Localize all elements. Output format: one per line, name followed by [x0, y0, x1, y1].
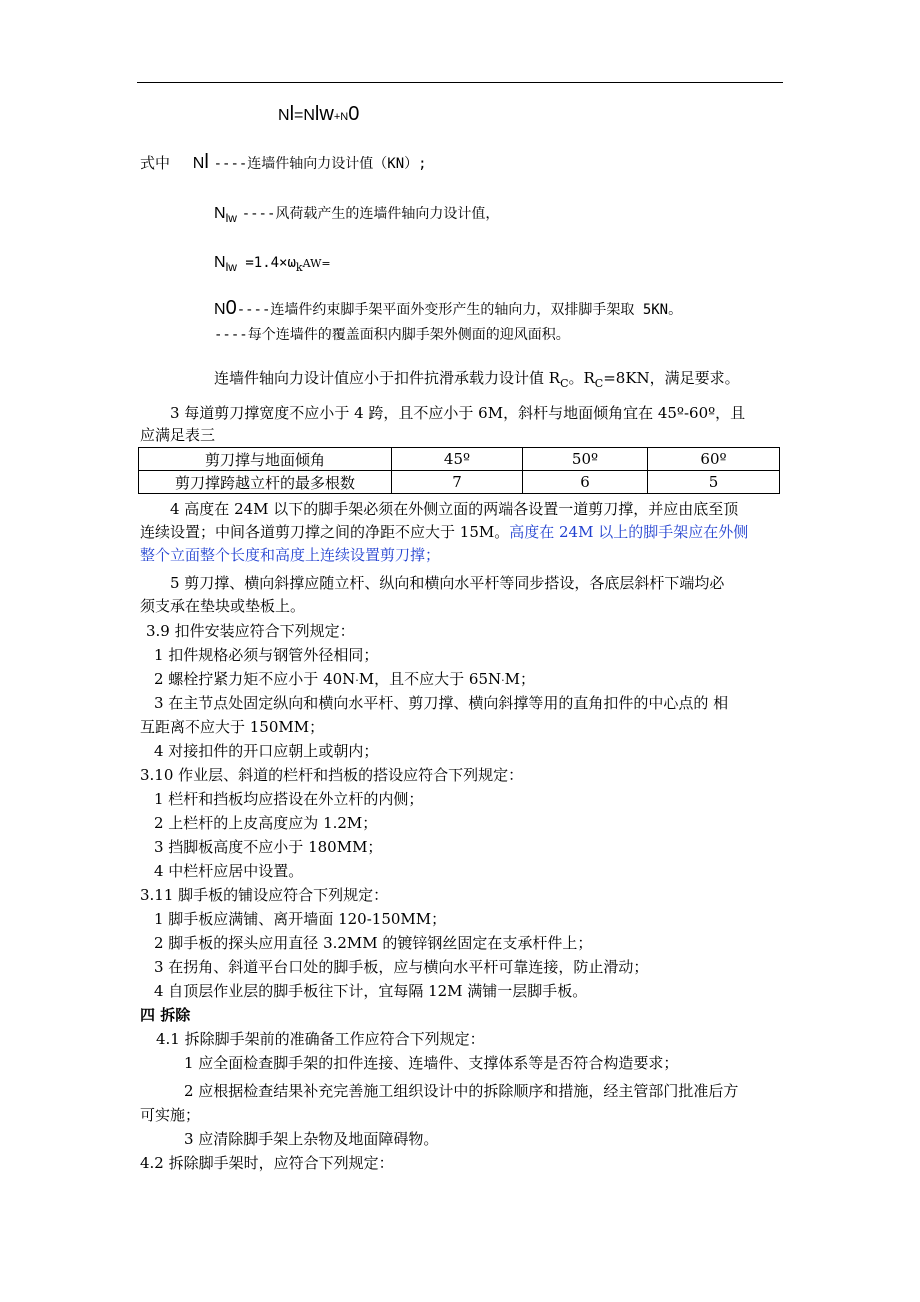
list-item: 1 扣件规格必须与钢管外径相同； — [154, 646, 379, 664]
section-3-10-heading: 3.10 作业层、斜道的栏杆和挡板的搭设应符合下列规定： — [140, 766, 524, 784]
section-4-1-heading: 4.1 拆除脚手架前的准确备工作应符合下列规定： — [156, 1030, 485, 1048]
list-item: 1 栏杆和挡板均应搭设在外立杆的内侧； — [154, 790, 424, 808]
table-cell: 5 — [648, 471, 780, 494]
section-3-9-heading: 3.9 扣件安装应符合下列规定： — [146, 622, 355, 640]
list-item-continued: 互距离不应大于 150MM； — [140, 718, 325, 736]
list-item: 3 在拐角、斜道平台口处的脚手板，应与横向水平杆可靠连接，防止滑动； — [154, 958, 649, 976]
section-4-heading: 四 拆除 — [140, 1006, 191, 1024]
list-item: 4 对接扣件的开口应朝上或朝内； — [154, 742, 379, 760]
section-4-2-heading: 4.2 拆除脚手架时，应符合下列规定： — [140, 1154, 394, 1172]
para-4-line1: 4 高度在 24M 以下的脚手架必须在外侧立面的两端各设置一道剪刀撑，并应由底至顶 — [170, 500, 739, 518]
table-cell: 剪刀撑跨越立杆的最多根数 — [139, 471, 392, 494]
para-5-line1: 5 剪刀撑、横向斜撑应随立杆、纵向和横向水平杆等同步搭设，各底层斜杆下端均必 — [170, 574, 725, 592]
rc-check-line: 连墙件轴向力设计值应小于扣件抗滑承载力设计值 $R_C$。$R_C=8KN$，满足要求。 — [214, 369, 740, 390]
table-3 — [138, 447, 780, 494]
formula-nl: Nl=Nlw+N0 — [278, 103, 360, 125]
para-4-line3: 整个立面整个长度和高度上连续设置剪刀撑； — [140, 546, 441, 564]
list-item: 3 在主节点处固定纵向和横向水平杆、剪刀撑、横向斜撑等用的直角扣件的中心点的 相 — [154, 694, 729, 712]
n0-definition: N0----连墙件约束脚手架平面外变形产生的轴向力，双排脚手架取 5KN。 — [214, 297, 683, 319]
nlw-definition: $N_{lw}$ ----风荷载产生的连墙件轴向力设计值， — [214, 205, 500, 225]
list-item: 1 应全面检查脚手架的扣件连接、连墙件、支撑体系等是否符合构造要求； — [184, 1054, 679, 1072]
nlw-formula: $N_{lw} =1.4\times\omega_kAW=$ — [214, 254, 331, 274]
table-cell: 50º — [523, 448, 648, 471]
table-cell: 60º — [648, 448, 780, 471]
list-item: 1 脚手板应满铺、离开墙面 120-150MM； — [154, 910, 447, 928]
para-5-line2: 须支承在垫块或垫板上。 — [140, 597, 306, 615]
aw-definition: ----每个连墙件的覆盖面积内脚手架外侧面的迎风面积。 — [214, 327, 570, 343]
list-item: 2 脚手板的探头应用直径 3.2MM 的镀锌钢丝固定在支承杆件上； — [154, 934, 593, 952]
list-item-continued: 可实施； — [140, 1106, 201, 1124]
list-item: 2 上栏杆的上皮高度应为 1.2M； — [154, 814, 378, 832]
table-cell: 7 — [392, 471, 523, 494]
section-3-11-heading: 3.11 脚手板的铺设应符合下列规定： — [140, 886, 389, 904]
where-line: 式中 Nl ----连墙件轴向力设计值（KN）; — [140, 151, 427, 173]
list-item: 3 挡脚板高度不应小于 180MM； — [154, 838, 383, 856]
list-item: 3 应清除脚手架上杂物及地面障碍物。 — [184, 1130, 439, 1148]
table-cell: 45º — [392, 448, 523, 471]
list-item: 4 自顶层作业层的脚手板往下计，宜每隔 12M 满铺一层脚手板。 — [154, 982, 588, 1000]
header-rule — [137, 82, 783, 83]
table-row — [139, 448, 780, 471]
list-item: 2 螺栓拧紧力矩不应小于 40N·M，且不应大于 65N·M； — [154, 670, 535, 688]
list-item: 4 中栏杆应居中设置。 — [154, 862, 304, 880]
table-cell: 剪刀撑与地面倾角 — [139, 448, 392, 471]
para-3-line2: 应满足表三 — [140, 426, 216, 444]
para-4-line2: 连续设置；中间各道剪刀撑之间的净距不应大于 15M。高度在 24M 以上的脚手架应在外侧 — [140, 523, 749, 541]
list-item: 2 应根据检查结果补充完善施工组织设计中的拆除顺序和措施，经主管部门批准后方 — [184, 1082, 739, 1100]
table-row — [139, 471, 780, 494]
para-3-line1: 3 每道剪刀撑宽度不应小于 4 跨，且不应小于 6M，斜杆与地面倾角宜在 45º-60º，且 — [170, 404, 746, 422]
table-cell: 6 — [523, 471, 648, 494]
